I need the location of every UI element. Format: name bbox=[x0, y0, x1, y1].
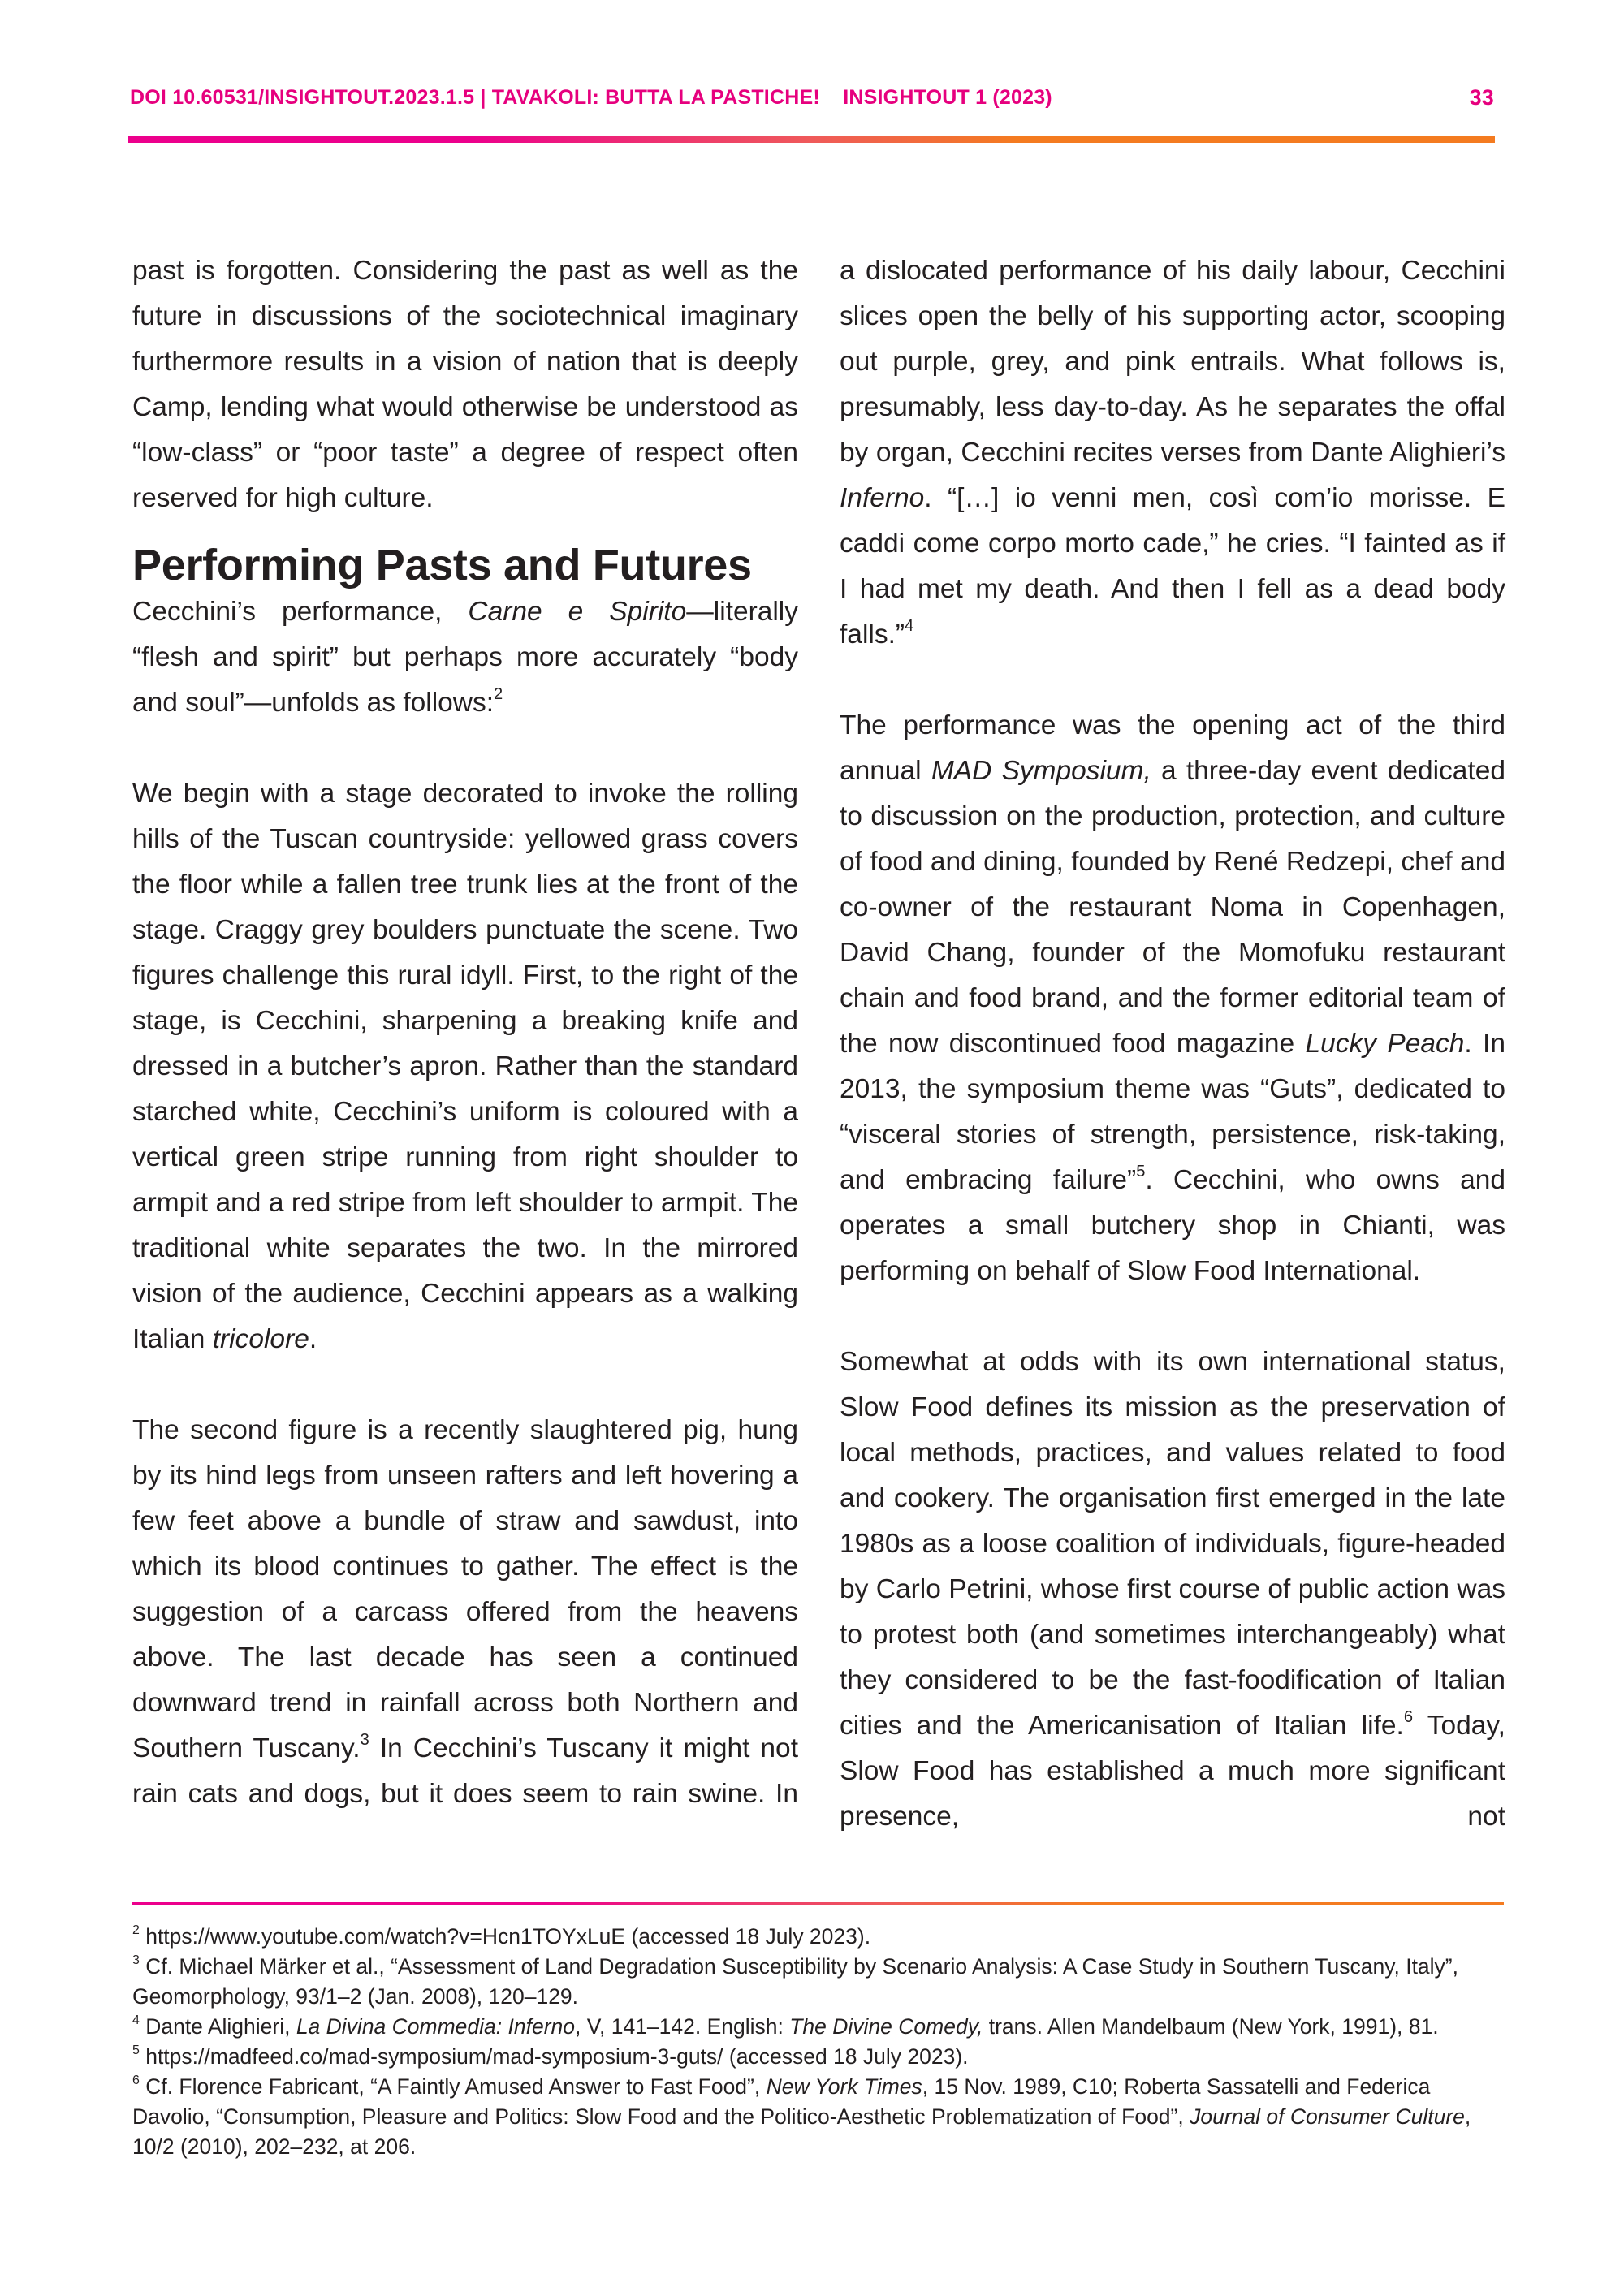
footnote-ref-6[interactable]: 6 bbox=[1403, 1707, 1414, 1726]
footnote-ref-4[interactable]: 4 bbox=[905, 616, 914, 635]
emphasis-tricolore: tricolore bbox=[212, 1324, 309, 1354]
paragraph-stage-description bbox=[132, 771, 798, 1362]
publication-title: New York Times bbox=[766, 2074, 922, 2099]
text-run: a dislocated performance of his daily labour, Cecchini slices open the belly of his supporting actor, scooping out purple, grey, and pink entrails. What follows is, presumably, less day-to-day. As he separates the offal by organ, Cecchini recites verses from Dante Alighieri’s bbox=[840, 256, 1505, 468]
paragraph-dislocated-performance bbox=[840, 248, 1505, 658]
work-title: La Divina Commedia: Inferno bbox=[296, 2014, 576, 2039]
footnote-ref-5[interactable]: 5 bbox=[1136, 1162, 1146, 1180]
footnote-number: 3 bbox=[132, 1953, 140, 1968]
footnote-ref-2[interactable]: 2 bbox=[494, 684, 503, 703]
footnote-3 bbox=[132, 1952, 1513, 2012]
footnote-5 bbox=[132, 2042, 1513, 2072]
text-run: In Cecchini’s Tuscany it might not rain cats and dogs, but it does seem to rain swine. In bbox=[132, 1733, 798, 1809]
text-run: . In 2013, the symposium theme was “Guts”, dedicated to “visceral stories of strength, persistence, risk-taking, and embracing failure” bbox=[840, 1029, 1505, 1195]
magazine-title-lucky-peach: Lucky Peach bbox=[1305, 1029, 1465, 1059]
right-column bbox=[840, 248, 1505, 1840]
text-run: Somewhat at odds with its own international status, Slow Food defines its mission as the preservation of local methods, practices, and values related to food and cookery. The organisation first emerged in the late 1980s as a loose coalition of individuals, figure-headed by Carlo Petrini, whose first course of public action was to protest both (and sometimes interchangeably) what they considered to be the fast-foodification of Italian cities and the Americanisation of Italian life. bbox=[840, 1347, 1505, 1741]
footnote-gradient-rule bbox=[132, 1902, 1504, 1905]
footnotes bbox=[132, 1922, 1513, 2162]
footnote-ref-3[interactable]: 3 bbox=[360, 1730, 369, 1749]
work-title: The Divine Comedy, bbox=[789, 2014, 983, 2039]
footnote-2 bbox=[132, 1922, 1513, 1952]
running-head-citation: DOI 10.60531/INSIGHTOUT.2023.1.5 | TAVAKOLI: BUTTA LA PASTICHE! _ INSIGHTOUT 1 (2023) bbox=[130, 85, 1052, 109]
header-gradient-rule bbox=[128, 136, 1495, 143]
footnote-text: https://www.youtube.com/watch?v=Hcn1TOYxLuE (accessed 18 July 2023). bbox=[139, 1924, 871, 1949]
paragraph-performance-intro bbox=[132, 589, 798, 726]
footnote-text: Cf. Florence Fabricant, “A Faintly Amused Answer to Fast Food”, bbox=[139, 2074, 767, 2099]
paragraph-second-figure bbox=[132, 1408, 798, 1817]
footnote-6 bbox=[132, 2072, 1513, 2162]
text-run: . “[…] io venni men, così com’io morisse. E caddi come corpo morto cade,” he cries. “I fainted as if I had met my death. And then I fell as a dead body falls.” bbox=[840, 483, 1505, 650]
text-run: —literally “flesh and spirit” but perhaps more accurately “body and soul”—unfolds as follows: bbox=[132, 597, 798, 718]
event-title-mad-symposium: MAD Symposium, bbox=[931, 756, 1151, 786]
text-run: Cecchini’s performance, bbox=[132, 597, 469, 627]
footnote-text: trans. Allen Mandelbaum (New York, 1991), 81. bbox=[983, 2014, 1439, 2039]
paragraph-past-forgotten: past is forgotten. Considering the past as well as the future in discussions of the sociotechnical imaginary furthermore results in a vision of nation that is deeply Camp, lending what would otherwise be understood as “low-class” or “poor taste” a degree of respect often reserved for high culture. bbox=[132, 256, 798, 513]
footnote-text: Cf. Michael Märker et al., “Assessment of Land Degradation Susceptibility by Scenario Analysis: A Case Study in Southern Tuscany, Italy”, Geomorphology, 93/1–2 (Jan. 2008), 120–129. bbox=[132, 1954, 1458, 2009]
text-run: Today, Slow Food has established a much more significant presence, not bbox=[840, 1711, 1505, 1832]
footnote-text: https://madfeed.co/mad-symposium/mad-symposium-3-guts/ (accessed 18 July 2023). bbox=[139, 2044, 969, 2069]
footnote-text: Dante Alighieri, bbox=[139, 2014, 296, 2039]
text-run: The performance was the opening act of the third annual bbox=[840, 710, 1505, 786]
footnote-4 bbox=[132, 2012, 1513, 2042]
work-title-carne-e-spirito: Carne e Spirito bbox=[468, 597, 687, 627]
text-run: We begin with a stage decorated to invoke the rolling hills of the Tuscan countryside: yellowed grass covers the floor while a fallen tree trunk lies at the front of the stage. Craggy grey boulders punctuate the scene. Two figures challenge this rural idyll. First, to the right of the stage, is Cecchini, sharpening a breaking knife and dressed in a butcher’s apron. Rather than the standard starched white, Cecchini’s uniform is coloured with a vertical green stripe running from right shoulder to armpit and a red stripe from left shoulder to armpit. The traditional white separates the two. In the mirrored vision of the audience, Cecchini appears as a walking Italian bbox=[132, 779, 798, 1354]
text-run: The second figure is a recently slaughtered pig, hung by its hind legs from unseen rafters and left hovering a few feet above a bundle of straw and sawdust, into which its blood continues to gather. The effect is the suggestion of a carcass offered from the heavens above. The last decade has seen a continued downward trend in rainfall across both Northern and Southern Tuscany. bbox=[132, 1415, 798, 1763]
paragraph-mad-symposium bbox=[840, 703, 1505, 1294]
publication-title: Journal of Consumer Culture bbox=[1190, 2104, 1465, 2129]
text-run: . bbox=[309, 1324, 317, 1354]
footnote-number: 6 bbox=[132, 2074, 140, 2088]
footnote-number: 2 bbox=[132, 1923, 140, 1938]
footnote-text: , 10/2 (2010), 202–232, at 206. bbox=[132, 2104, 1471, 2159]
footnote-number: 4 bbox=[132, 2013, 140, 2028]
footnote-text: , V, 141–142. English: bbox=[575, 2014, 790, 2039]
footnote-text: , 15 Nov. 1989, C10; Roberta Sassatelli and Federica Davolio, “Consumption, Pleasure and Politics: Slow Food and the Politico-Aesthetic Problematization of Food”, bbox=[132, 2074, 1431, 2129]
work-title-inferno: Inferno bbox=[840, 483, 925, 513]
footnote-number: 5 bbox=[132, 2044, 140, 2058]
page-number: 33 bbox=[1469, 84, 1494, 110]
section-heading: Performing Pasts and Futures bbox=[132, 541, 752, 589]
left-column bbox=[132, 248, 798, 1817]
paragraph-slow-food bbox=[840, 1340, 1505, 1840]
text-run: a three-day event dedicated to discussion on the production, protection, and culture of food and dining, founded by René Redzepi, chef and co-owner of the restaurant Noma in Copenhagen, David Chang, founder of the Momofuku restaurant chain and food brand, and the former editorial team of the now discontinued food magazine bbox=[840, 756, 1505, 1059]
running-head bbox=[130, 81, 1494, 114]
text-run: . Cecchini, who owns and operates a small butchery shop in Chianti, was performing on behalf of Slow Food International. bbox=[840, 1165, 1505, 1286]
